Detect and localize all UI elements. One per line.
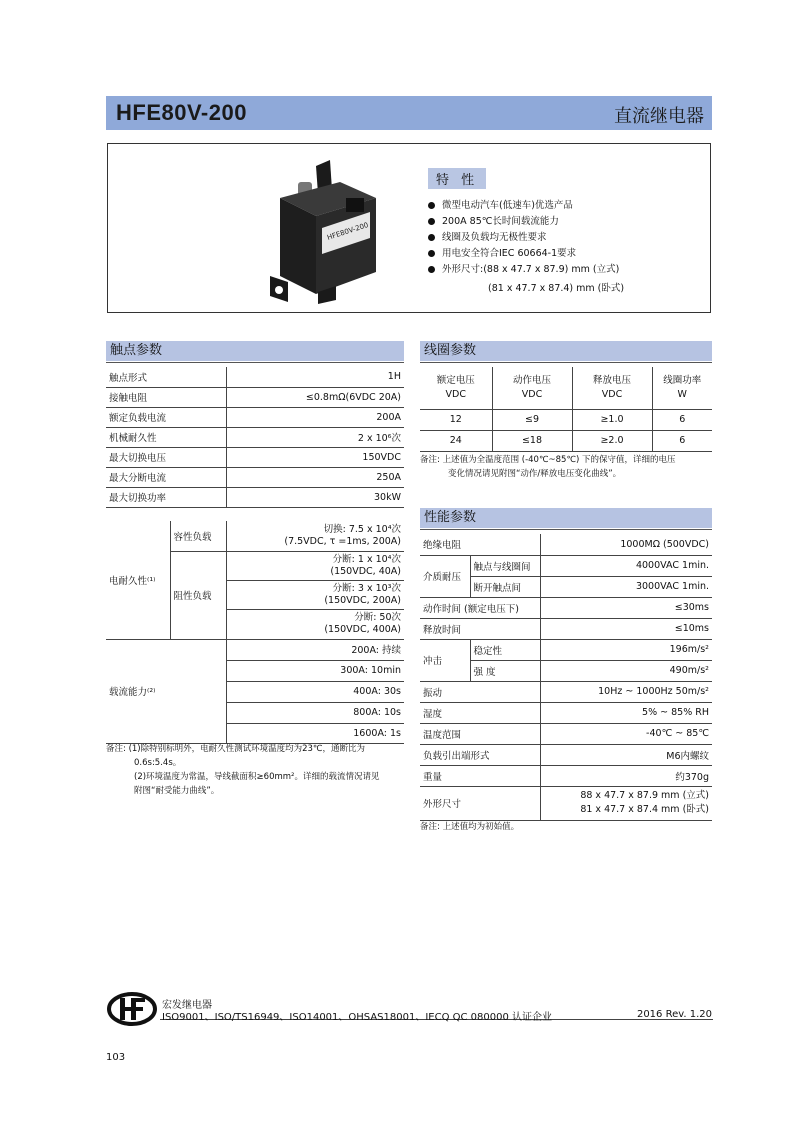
row-value: 4000VAC 1min. [540, 555, 712, 576]
performance-section-title: 性能参数 [420, 508, 712, 528]
note-line: 附图“耐受能力曲线”。 [134, 786, 220, 796]
row-label: 外形尺寸 [420, 786, 540, 820]
feature-text: 用电安全符合IEC 60664-1要求 [442, 248, 577, 259]
row-label: 温度范围 [420, 723, 540, 744]
list-item [428, 230, 619, 246]
endurance-table [106, 521, 404, 640]
row-sublabel: 触点与线圈间 [470, 555, 540, 576]
note-line: (2)环境温度为常温，导线截面积≥60mm²。详细的载流情况请见 [134, 772, 380, 782]
row-label: 触点形式 [106, 367, 226, 387]
bullet-icon [428, 266, 435, 273]
feature-subitem: (81 x 47.7 x 87.4) mm (卧式) [488, 283, 625, 294]
col-header [420, 367, 492, 409]
hf-logo-icon [107, 992, 157, 1026]
header-line: VDC [445, 388, 466, 400]
list-item [428, 246, 619, 262]
row-sublabel: 强 度 [470, 660, 540, 681]
table-cell: 6 [652, 409, 712, 430]
table-row [420, 702, 712, 723]
table-cell: 24 [420, 430, 492, 451]
value-line: 88 x 47.7 x 87.9 mm (立式) [580, 790, 709, 801]
col-header [492, 367, 572, 409]
coil-table [420, 367, 712, 452]
row-sublabel: 稳定性 [470, 639, 540, 660]
bullet-icon [428, 250, 435, 257]
row-label: 冲击 [420, 639, 470, 681]
note-line: 备注: (1)除特别标明外，电耐久性测试环境温度均为23℃，通断比为 [106, 744, 365, 754]
row-label: 重量 [420, 765, 540, 786]
carrying-value: 1600A: 1s [226, 723, 404, 743]
row-value: 3000VAC 1min. [540, 576, 712, 597]
table-cell: ≤18 [492, 430, 572, 451]
row-value: 200A [226, 407, 404, 427]
row-value: 1H [226, 367, 404, 387]
product-type: 直流继电器 [614, 106, 704, 127]
bullet-icon [428, 234, 435, 241]
value-line: (7.5VDC, τ =1ms, 200A) [284, 535, 401, 547]
table-cell: ≥2.0 [572, 430, 652, 451]
row-value: 2 x 10⁶次 [226, 427, 404, 447]
value-line: 81 x 47.7 x 87.4 mm (卧式) [580, 804, 709, 815]
row-label: 振动 [420, 681, 540, 702]
bullet-icon [428, 218, 435, 225]
table-row [106, 639, 404, 660]
model-title: HFE80V-200 [116, 100, 247, 125]
header-line: 线圈功率 [663, 374, 702, 386]
table-cell: ≥1.0 [572, 409, 652, 430]
table-row [420, 639, 712, 660]
row-value: ≤30ms [540, 597, 712, 618]
table-row [106, 367, 404, 387]
value-line: (150VDC, 400A) [324, 624, 401, 635]
row-value: 250A [226, 467, 404, 487]
relay-label-text: HFE80V-200 [326, 221, 370, 242]
coil-section-title: 线圈参数 [420, 341, 712, 361]
table-row [420, 681, 712, 702]
row-value: M6内螺纹 [540, 744, 712, 765]
page-number: 103 [106, 1052, 126, 1063]
note-line: 变化情况请见附图“动作/释放电压变化曲线”。 [448, 469, 622, 479]
performance-note: 备注: 上述值均为初始值。 [420, 822, 520, 832]
header-line: VDC [521, 388, 543, 400]
feature-text: 外形尺寸:(88 x 47.7 x 87.9) mm (立式) [442, 264, 620, 275]
bullet-icon [428, 202, 435, 209]
coil-notes [420, 453, 714, 481]
carrying-table [106, 639, 404, 744]
row-label: 湿度 [420, 702, 540, 723]
resistive-label: 阻性负载 [170, 551, 226, 639]
note-line: 0.6s:5.4s。 [134, 758, 182, 768]
row-value: 1000MΩ (500VDC) [540, 534, 712, 555]
table-row [420, 744, 712, 765]
row-value [540, 786, 712, 820]
value-line: (150VDC, 40A) [330, 565, 401, 577]
table-row [106, 467, 404, 487]
row-value: 30kW [226, 487, 404, 507]
table-row [420, 597, 712, 618]
table-row [106, 487, 404, 507]
performance-table [420, 534, 712, 821]
table-row [106, 427, 404, 447]
revision: 2016 Rev. 1.20 [636, 1009, 712, 1020]
row-value: 196m/s² [540, 639, 712, 660]
feature-text: 200A 85℃长时间载流能力 [442, 216, 559, 227]
table-row [420, 430, 712, 451]
list-item [428, 198, 619, 214]
table-row [420, 555, 712, 576]
header-line: VDC [601, 388, 623, 400]
row-value: -40℃ ~ 85℃ [540, 723, 712, 744]
table-cell: 6 [652, 430, 712, 451]
row-label: 释放时间 [420, 618, 540, 639]
row-label: 机械耐久性 [106, 427, 226, 447]
row-label: 接触电阻 [106, 387, 226, 407]
row-label: 绝缘电阻 [420, 534, 540, 555]
carrying-label: 载流能力⁽²⁾ [106, 639, 226, 743]
coil-header-row [420, 367, 712, 409]
carrying-value: 400A: 30s [226, 681, 404, 702]
table-row [420, 618, 712, 639]
col-header [652, 367, 712, 409]
feature-text: 微型电动汽车(低速车)优选产品 [442, 200, 573, 211]
carrying-value: 200A: 持续 [226, 639, 404, 660]
feature-box [107, 143, 711, 313]
resistive-value [226, 551, 404, 580]
endurance-label: 电耐久性⁽¹⁾ [106, 521, 170, 639]
features-title: 特 性 [428, 168, 486, 189]
table-row [420, 786, 712, 820]
table-cell: 12 [420, 409, 492, 430]
row-label: 额定负载电流 [106, 407, 226, 427]
header-bar [106, 96, 712, 130]
contact-section-title: 触点参数 [106, 341, 404, 361]
relay-product-image [258, 154, 398, 304]
list-item [428, 262, 619, 278]
certifications: ISO9001、ISO/TS16949、ISO14001、OHSAS18001、IECQ QC 080000 认证企业 [162, 1012, 553, 1023]
value-line: (150VDC, 200A) [324, 594, 401, 606]
features-list [428, 198, 619, 278]
row-value: 490m/s² [540, 660, 712, 681]
capacitive-label: 容性负载 [170, 521, 226, 551]
row-value: ≤0.8mΩ(6VDC 20A) [226, 387, 404, 407]
list-item [428, 214, 619, 230]
row-label: 最大分断电流 [106, 467, 226, 487]
value-line: 分断: 1 x 10⁴次 [332, 553, 401, 565]
row-value: 5% ~ 85% RH [540, 702, 712, 723]
table-cell: ≤9 [492, 409, 572, 430]
col-header [572, 367, 652, 409]
row-value: 150VDC [226, 447, 404, 467]
company-name: 宏发继电器 [162, 1000, 212, 1011]
contact-table [106, 367, 404, 508]
row-value: ≤10ms [540, 618, 712, 639]
table-row [106, 407, 404, 427]
carrying-value: 800A: 10s [226, 702, 404, 723]
row-value: 10Hz ~ 1000Hz 50m/s² [540, 681, 712, 702]
capacitive-value [226, 521, 404, 551]
table-row [106, 521, 404, 551]
header-line: 动作电压 [512, 374, 551, 386]
header-line: W [677, 388, 687, 400]
table-row [420, 534, 712, 555]
row-value: 约370g [540, 765, 712, 786]
table-row [420, 409, 712, 430]
row-label: 最大切换功率 [106, 487, 226, 507]
header-line: 释放电压 [592, 374, 631, 386]
table-row [420, 765, 712, 786]
value-line: 切换: 7.5 x 10⁴次 [323, 523, 401, 535]
feature-text: 线圈及负载均无极性要求 [442, 232, 547, 243]
note-line: 备注: 上述值为全温度范围 (-40℃~85℃) 下的保守值，详细的电压 [420, 455, 676, 465]
resistive-value [226, 609, 404, 639]
resistive-value [226, 580, 404, 609]
row-label: 负载引出端形式 [420, 744, 540, 765]
row-label: 最大切换电压 [106, 447, 226, 467]
row-label: 动作时间 (额定电压下) [420, 597, 540, 618]
carrying-value: 300A: 10min [226, 660, 404, 681]
table-row [106, 447, 404, 467]
contact-notes [106, 742, 406, 798]
table-row [106, 387, 404, 407]
value-line: 分断: 3 x 10³次 [332, 582, 401, 594]
table-row [420, 723, 712, 744]
row-sublabel: 断开触点间 [470, 576, 540, 597]
header-line: 额定电压 [436, 374, 475, 386]
row-label: 介质耐压 [420, 555, 470, 597]
value-line: 分断: 50次 [354, 612, 401, 623]
